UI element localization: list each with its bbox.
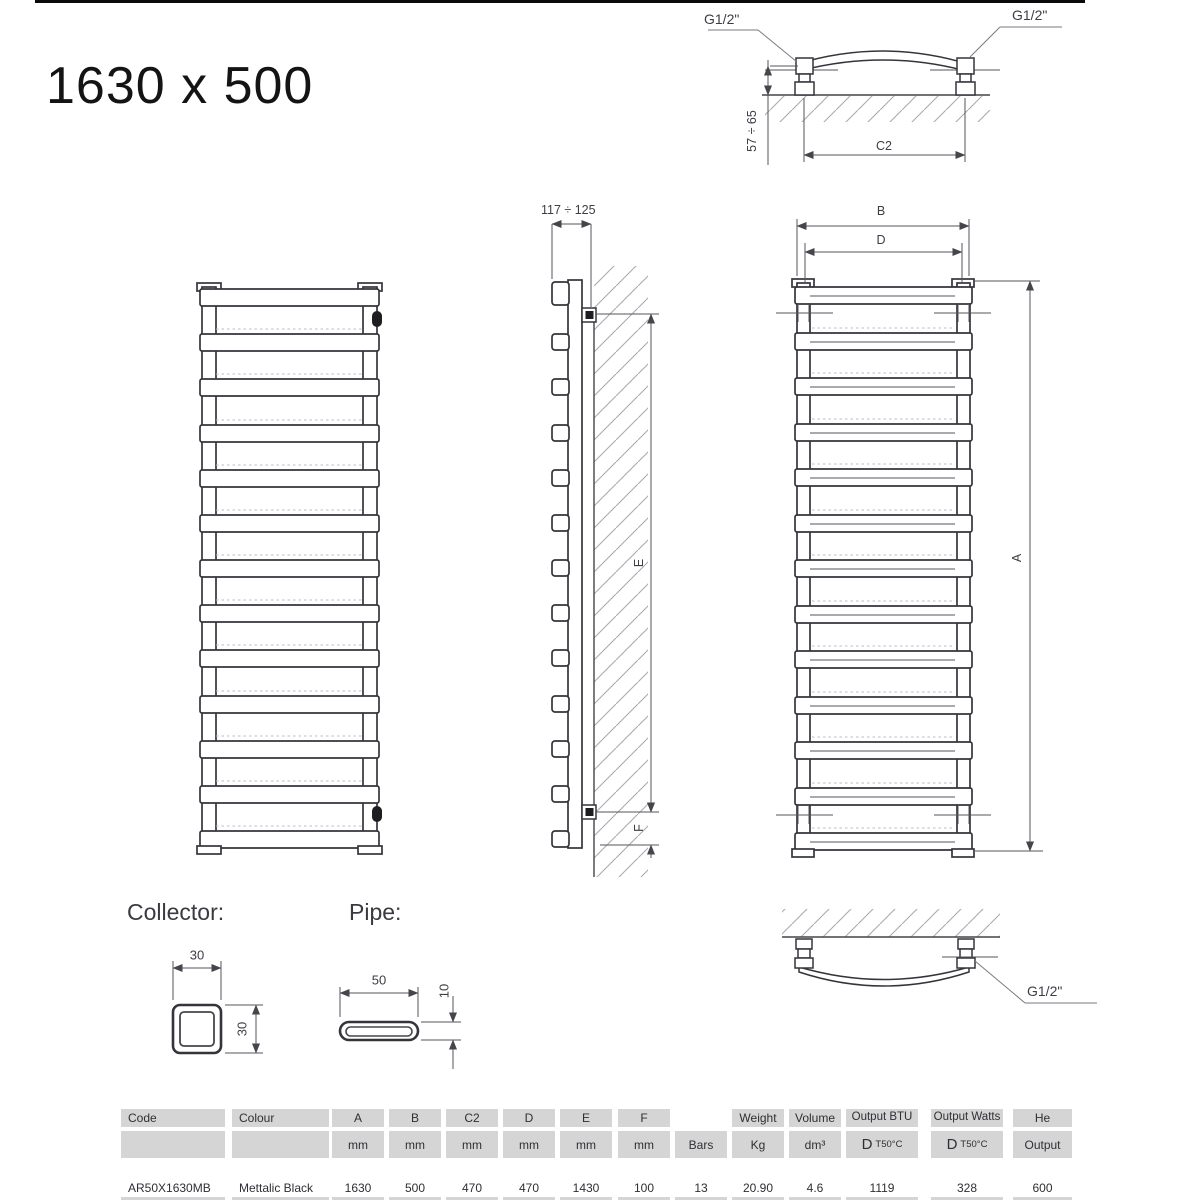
- data-cell-c2: 470: [461, 1181, 483, 1195]
- data-cell-output-watts: 328: [956, 1181, 978, 1195]
- collector-heading: Collector:: [127, 899, 225, 925]
- unit-cell-b: mm: [389, 1131, 441, 1158]
- col-header-d: D: [503, 1109, 555, 1127]
- wall-hatching: [782, 909, 1000, 937]
- data-cell-d: 470: [518, 1181, 540, 1195]
- dim-label-d: D: [876, 233, 886, 247]
- unit-cell-dm3: dm³: [789, 1131, 841, 1158]
- t50-label: T50°C: [960, 1138, 988, 1150]
- col-header-he: He: [1013, 1109, 1072, 1127]
- data-cell-bars: 13: [694, 1181, 708, 1195]
- col-header-c2: C2: [446, 1109, 498, 1127]
- unit-cell-a: mm: [332, 1131, 384, 1158]
- col-header-output-btu: Output BTU: [846, 1109, 918, 1127]
- col-header-f: F: [618, 1109, 670, 1127]
- towel-bar-bottom-profile: [799, 967, 969, 986]
- collector-height-dim: 30: [234, 1021, 250, 1037]
- col-header-code: Code: [121, 1109, 225, 1127]
- wall-hatching: [765, 96, 990, 122]
- front-view-left: [197, 283, 382, 854]
- col-header-e: E: [560, 1109, 612, 1127]
- delta-symbol: D: [946, 1136, 958, 1153]
- unit-cell-kg: Kg: [732, 1131, 784, 1158]
- col-header-a: A: [332, 1109, 384, 1127]
- t50-label: T50°C: [875, 1138, 903, 1150]
- data-cell-code: AR50X1630MB: [128, 1181, 211, 1195]
- g12-label-top-right: G1/2": [1012, 7, 1048, 23]
- data-cell-colour: Mettalic Black: [239, 1181, 314, 1195]
- unit-cell-colour: [232, 1131, 329, 1158]
- g12-label-bottom: G1/2": [1027, 983, 1063, 999]
- data-cell-e: 1430: [572, 1181, 600, 1195]
- dim-label-b: B: [876, 204, 886, 218]
- data-cell-he-output: 600: [1032, 1181, 1053, 1195]
- towel-bar-top-profile: [797, 51, 968, 70]
- unit-cell-e: mm: [560, 1131, 612, 1158]
- data-cell-b: 500: [404, 1181, 426, 1195]
- dim-label-c2: C2: [876, 139, 892, 153]
- col-header-weight: Weight: [732, 1109, 784, 1127]
- unit-cell-dt50-watts: [931, 1131, 1003, 1158]
- data-cell-a: 1630: [344, 1181, 372, 1195]
- unit-cell-c2: mm: [446, 1131, 498, 1158]
- dim-label-e: E: [632, 558, 646, 568]
- data-cell-volume: 4.6: [806, 1181, 824, 1195]
- unit-cell-code: [121, 1131, 225, 1158]
- page-title: 1630 x 500: [46, 57, 314, 115]
- dim-label-57-65: 57 ÷ 65: [745, 110, 759, 152]
- col-header-colour: Colour: [232, 1109, 329, 1127]
- g12-label-top-left: G1/2": [704, 11, 740, 27]
- pipe-height-dim: 10: [436, 983, 452, 999]
- unit-cell-dt50-btu: [846, 1131, 918, 1158]
- collector-section-drawing: [173, 961, 263, 1053]
- col-header-b: B: [389, 1109, 441, 1127]
- wall-hatching: [594, 266, 648, 877]
- delta-symbol: D: [861, 1136, 873, 1153]
- pipe-width-dim: 50: [371, 972, 387, 988]
- dim-label-a: A: [1010, 553, 1024, 563]
- data-cell-weight: 20.90: [742, 1181, 774, 1195]
- collector-width-dim: 30: [189, 947, 205, 963]
- dim-label-117-125: 117 ÷ 125: [541, 203, 596, 217]
- col-header-volume: Volume: [789, 1109, 841, 1127]
- side-view: [552, 224, 659, 877]
- unit-cell-output: Output: [1013, 1131, 1072, 1158]
- pipe-heading: Pipe:: [349, 899, 402, 925]
- pipe-section-drawing: [340, 987, 461, 1069]
- unit-cell-d: mm: [503, 1131, 555, 1158]
- unit-cell-f: mm: [618, 1131, 670, 1158]
- data-cell-output-btu: 1119: [869, 1181, 895, 1195]
- col-header-output-watts: Output Watts: [931, 1109, 1003, 1127]
- data-cell-f: 100: [633, 1181, 655, 1195]
- dim-label-f: F: [632, 824, 646, 832]
- unit-cell-bars: Bars: [675, 1131, 727, 1158]
- front-view-dimensioned: [776, 219, 1043, 857]
